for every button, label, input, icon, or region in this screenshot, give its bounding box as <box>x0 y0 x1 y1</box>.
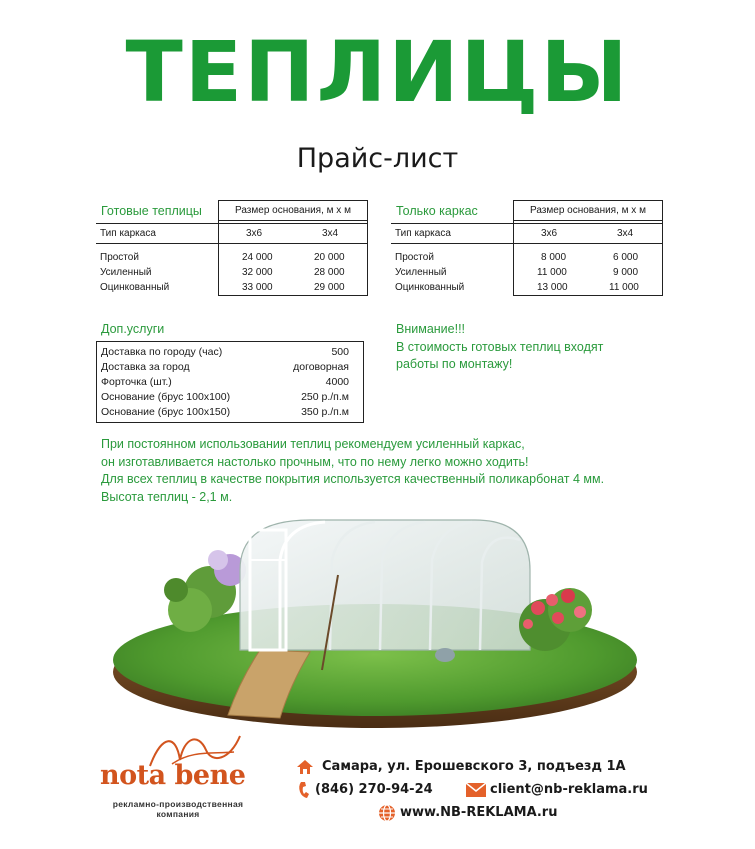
ready-table-heading: Готовые теплицы <box>101 204 202 218</box>
globe-icon <box>378 804 396 822</box>
table-cell: 32 000 <box>242 267 273 278</box>
service-name: Форточка (шт.) <box>101 376 172 388</box>
contact-email[interactable]: client@nb-reklama.ru <box>490 782 648 797</box>
table-cell: 11 000 <box>537 267 567 278</box>
frame-col1-header: 3х6 <box>541 228 558 239</box>
ready-col1-header: 3х6 <box>246 228 263 239</box>
table-cell: 13 000 <box>537 282 568 293</box>
mail-icon <box>466 783 486 797</box>
service-name: Доставка за город <box>101 361 190 373</box>
services-heading: Доп.услуги <box>101 322 165 336</box>
table-cell: 33 000 <box>242 282 273 293</box>
phone-icon <box>297 781 311 799</box>
table-cell: 9 000 <box>613 267 639 278</box>
table-row-name: Усиленный <box>100 267 152 278</box>
logo-subtitle <box>92 799 264 819</box>
frame-size-header: Размер основания, м х м <box>513 200 663 221</box>
note-line: он изготавливается настолько прочным, что по нему легко можно ходить! <box>101 454 529 469</box>
service-price: 250 р./п.м <box>301 391 349 403</box>
attention-title: Внимание!!! <box>396 322 466 336</box>
attention-note <box>396 321 603 374</box>
service-price: договорная <box>293 361 349 373</box>
table-row-name: Усиленный <box>395 267 447 278</box>
logo-brand: nota bene <box>100 760 246 791</box>
ready-col2-header: 3х4 <box>322 228 339 239</box>
note-line: Высота теплиц - 2,1 м. <box>101 489 233 504</box>
table-cell: 20 000 <box>314 252 345 263</box>
table-row-name: Оцинкованный <box>395 282 465 293</box>
contact-phone[interactable]: (846) 270-94-24 <box>315 782 433 797</box>
list-item <box>101 375 349 390</box>
service-price: 500 <box>331 346 349 358</box>
greenhouse-illustration <box>100 500 660 740</box>
services-table <box>96 341 364 423</box>
service-name: Основание (брус 100х100) <box>101 391 231 403</box>
note-line: При постоянном использовании теплиц рекомендуем усиленный каркас, <box>101 437 525 451</box>
frame-type-label: Тип каркаса <box>395 228 451 239</box>
list-item <box>101 360 349 375</box>
table-cell: 11 000 <box>609 282 639 293</box>
table-row-name: Оцинкованный <box>100 282 170 293</box>
table-cell: 8 000 <box>541 252 567 263</box>
frame-price-table <box>391 200 663 300</box>
attention-text: работы по монтажу! <box>396 357 513 371</box>
table-cell: 24 000 <box>242 252 273 263</box>
contact-website[interactable]: www.NB-REKLAMA.ru <box>400 805 558 820</box>
table-cell: 6 000 <box>613 252 639 263</box>
contact-address: Самара, ул. Ерошевского 3, подъезд 1А <box>322 759 626 774</box>
table-row-name: Простой <box>100 252 139 263</box>
page-title: ТЕПЛИЦЫ <box>125 23 630 121</box>
service-name: Основание (брус 100х150) <box>101 406 231 418</box>
list-item <box>101 345 349 360</box>
service-name: Доставка по городу (час) <box>101 346 223 358</box>
ready-type-label: Тип каркаса <box>100 228 156 239</box>
ready-size-header: Размер основания, м х м <box>218 200 368 221</box>
home-icon <box>296 758 314 776</box>
logo-subtitle-line: рекламно-производственная <box>112 799 244 809</box>
watering-can <box>435 648 455 662</box>
list-item <box>101 405 349 420</box>
ready-price-table <box>96 200 368 300</box>
service-price: 4000 <box>325 376 349 388</box>
note-line: Для всех теплиц в качестве покрытия используется качественный поликарбонат 4 мм. <box>101 472 605 486</box>
attention-text: В стоимость готовых теплиц входят <box>396 339 604 354</box>
frame-table-heading: Только каркас <box>396 204 478 218</box>
table-cell: 28 000 <box>314 267 345 278</box>
page-subtitle: Прайс-лист <box>296 143 459 174</box>
list-item <box>101 390 349 405</box>
info-notes <box>101 436 604 506</box>
frame-col2-header: 3х4 <box>617 228 634 239</box>
table-row-name: Простой <box>395 252 434 263</box>
company-logo <box>92 730 272 830</box>
greenhouse-body <box>240 520 530 650</box>
logo-subtitle-line: компания <box>156 809 200 819</box>
service-price: 350 р./п.м <box>301 406 349 418</box>
table-cell: 29 000 <box>314 282 345 293</box>
